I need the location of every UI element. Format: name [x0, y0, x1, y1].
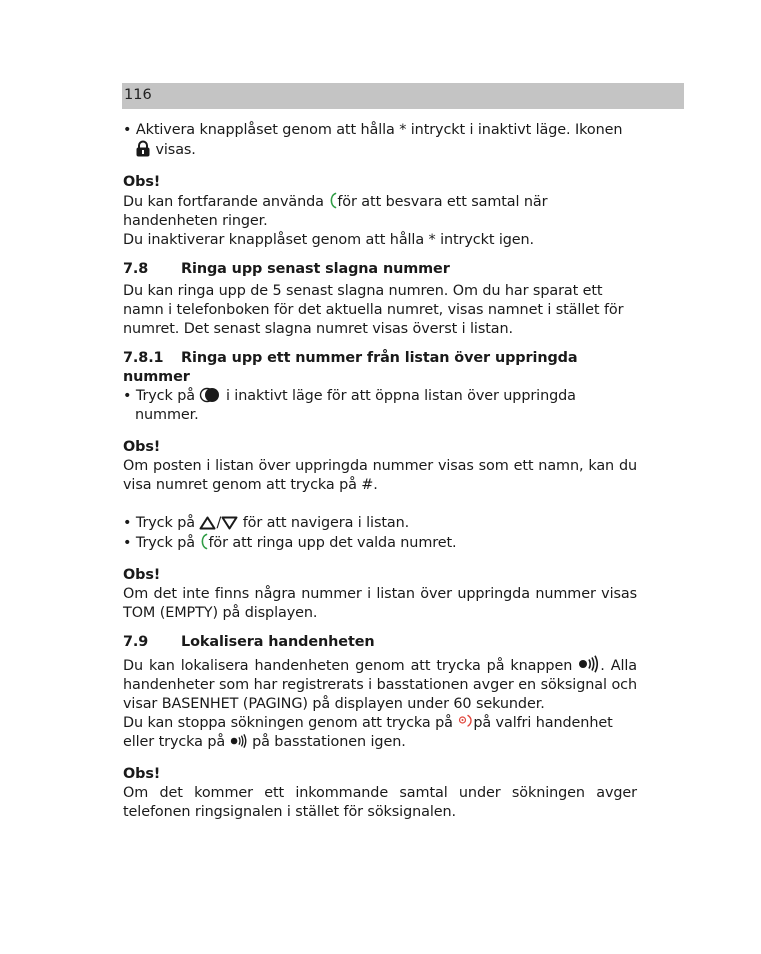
- section-7-8-body: Du kan ringa upp de 5 senast slagna numren. Om du har sparat ett namn i telefonboken för det aktuella numret, visas namnet i stället för numret. Det senast slagna numret visas överst i listan.: [123, 283, 624, 337]
- obs2-body: Om posten i listan över uppringda nummer visas som ett namn, kan du visa numret genom att trycka på #.: [123, 458, 637, 493]
- bullet-call-selected: • Tryck på för att ringa upp det valda numret.: [123, 535, 457, 551]
- section-7-9-para2: Du kan stoppa sökningen genom att trycka på på valfri handenhet eller trycka på på basstationen igen.: [123, 715, 613, 750]
- paging-icon: [578, 655, 600, 673]
- arrow-down-icon: [221, 516, 238, 530]
- page-content: [123, 121, 637, 822]
- obs-heading: Obs!: [123, 766, 161, 782]
- bullet-open-redial-list: • Tryck på i inaktivt läge för att öppna listan över uppringda nummer.: [123, 388, 576, 423]
- end-call-icon: [457, 714, 473, 730]
- obs-heading: Obs!: [123, 174, 161, 190]
- arrow-up-icon: [199, 516, 216, 530]
- obs1-line1: Du kan fortfarande använda för att besvara ett samtal när handenheten ringer.: [123, 194, 548, 229]
- phone-handset-icon: [328, 192, 337, 209]
- obs1-line2: Du inaktiverar knapplåset genom att hålla * intryckt igen.: [123, 232, 535, 248]
- padlock-icon: [135, 140, 151, 157]
- obs-heading: Obs!: [123, 567, 161, 583]
- obs-heading: Obs!: [123, 439, 161, 455]
- page-header-bar: [122, 83, 684, 109]
- section-heading-7-8: 7.8 Ringa upp senast slagna nummer: [123, 261, 450, 277]
- section-heading-7-9: 7.9 Lokalisera handenheten: [123, 634, 375, 650]
- redial-key-icon: [199, 387, 221, 403]
- obs3-body: Om det inte finns några nummer i listan över uppringda nummer visas TOM (EMPTY) på displayen.: [123, 586, 637, 621]
- section-heading-7-8-1: 7.8.1 Ringa upp ett nummer från listan över uppringda nummer: [123, 350, 578, 385]
- page-number: 116: [124, 87, 152, 103]
- section-7-9-para1: Du kan lokalisera handenheten genom att trycka på knappen . Alla handenheter som har registrerats i basstationen avger en söksignal och visar BASENHET (PAGING) på displayen under 60 sekunder.: [123, 655, 637, 714]
- bullet-navigate-list: • Tryck på / för att navigera i listan.: [123, 515, 410, 531]
- obs4-body: Om det kommer ett inkommande samtal under sökningen avger telefonen ringsignalen i stället för söksignalen.: [123, 785, 637, 820]
- bullet-keylock: • Aktivera knapplåset genom att hålla * intryckt i inaktivt läge. Ikonen visas.: [123, 122, 623, 158]
- paging-icon: [230, 733, 248, 749]
